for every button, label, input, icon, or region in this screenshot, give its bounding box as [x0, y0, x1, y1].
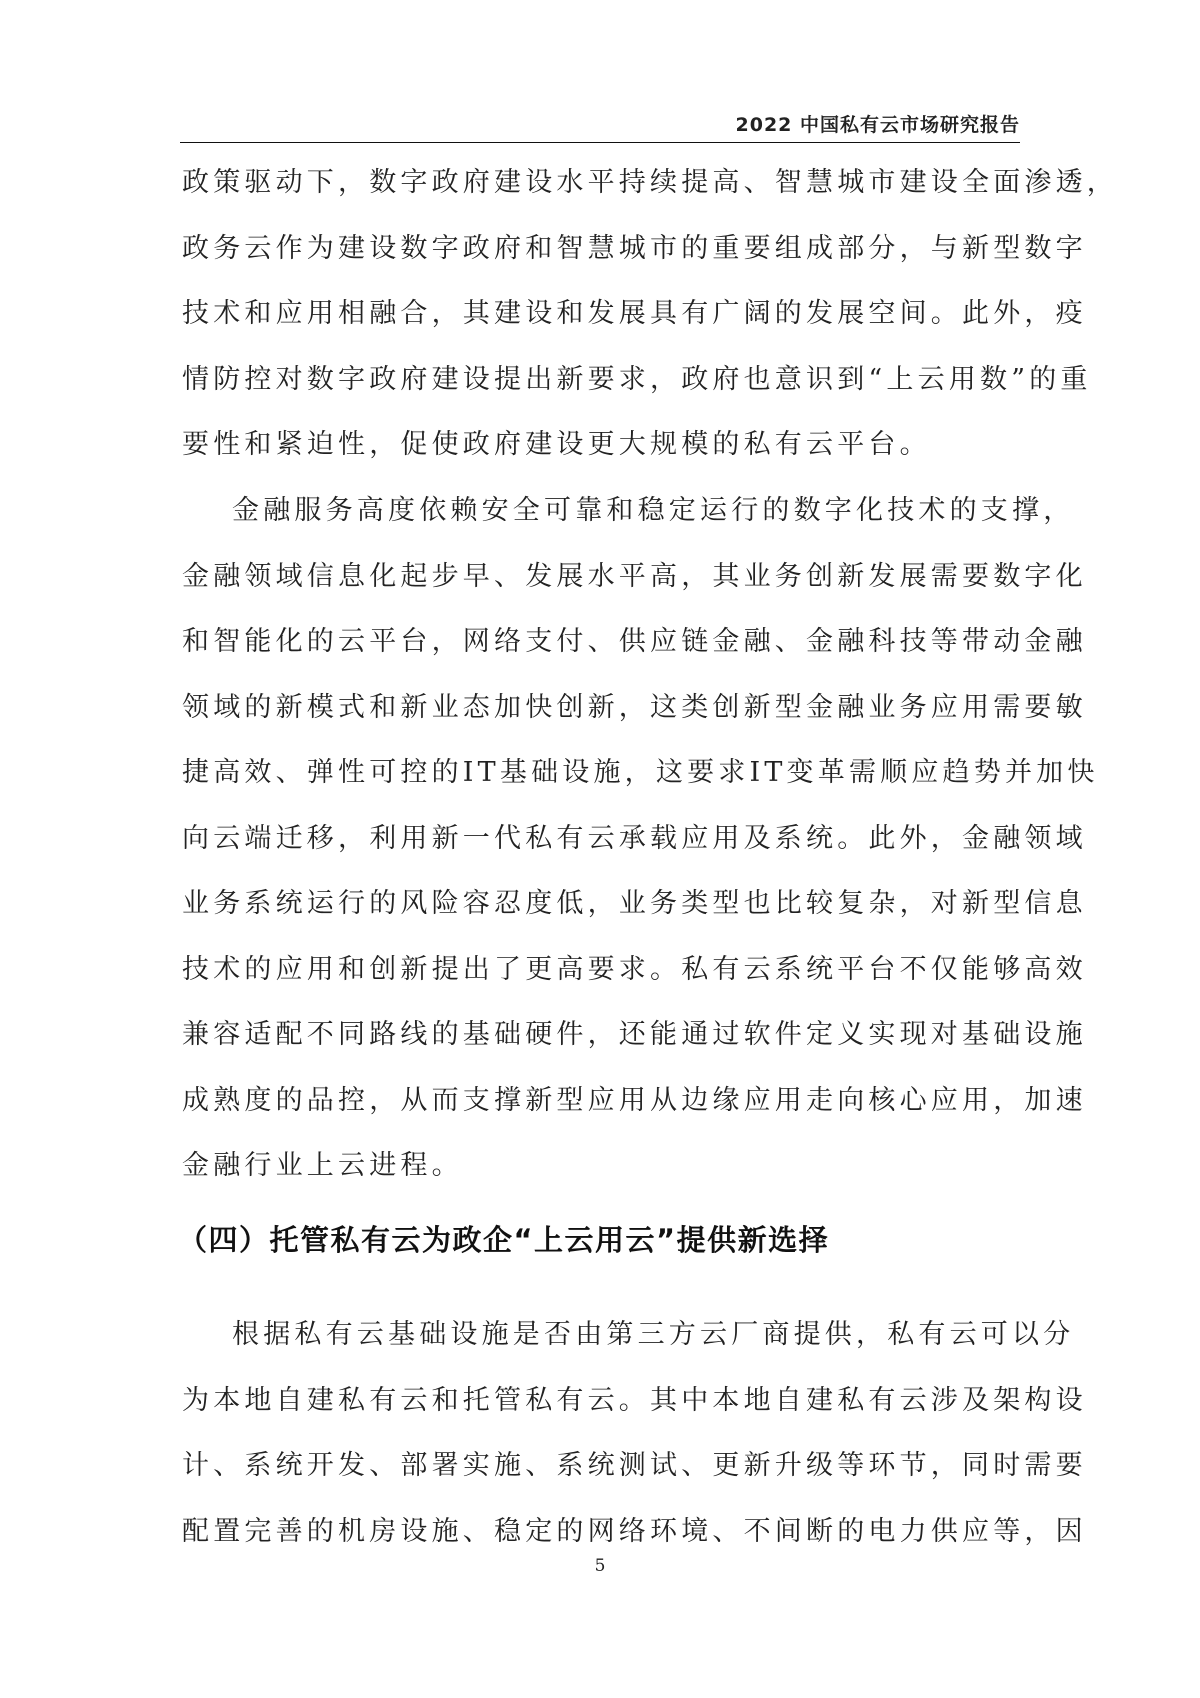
- text-line: 金融行业上云进程。: [182, 1150, 463, 1181]
- paragraph-government-cloud: [182, 150, 1118, 478]
- text-line: 政务云作为建设数字政府和智慧城市的重要组成部分，与新型数字: [182, 232, 1087, 264]
- paragraph-finance-cloud: [182, 478, 1099, 1199]
- text-line: 和智能化的云平台，网络支付、供应链金融、金融科技等带动金融: [182, 626, 1087, 657]
- text-line: 成熟度的品控，从而支撑新型应用从边缘应用走向核心应用，加速: [182, 1084, 1087, 1116]
- text-line: 技术和应用相融合，其建设和发展具有广阔的发展空间。此外，疫: [182, 298, 1087, 329]
- text-line: 领域的新模式和新业态加快创新，这类创新型金融业务应用需要敏: [182, 691, 1087, 723]
- text-line: 为本地自建私有云和托管私有云。其中本地自建私有云涉及架构设: [182, 1384, 1087, 1416]
- text-line: 计、系统开发、部署实施、系统测试、更新升级等环节，同时需要: [182, 1450, 1087, 1481]
- paragraph-hosted-private-cloud: [182, 1302, 1087, 1564]
- text-line: 政策驱动下，数字政府建设水平持续提高、智慧城市建设全面渗透，: [182, 167, 1118, 198]
- text-line: 金融服务高度依赖安全可靠和稳定运行的数字化技术的支撑，: [232, 495, 1075, 526]
- text-line: 要性和紧迫性，促使政府建设更大规模的私有云平台。: [182, 429, 931, 460]
- text-line: 业务系统运行的风险容忍度低，业务类型也比较复杂，对新型信息: [182, 888, 1087, 919]
- text-line: 情防控对数字政府建设提出新要求，政府也意识到“上云用数”的重: [182, 363, 1092, 395]
- page-number-text: 5: [594, 1556, 606, 1576]
- page-number: [0, 1556, 1200, 1576]
- text-line: 向云端迁移，利用新一代私有云承载应用及系统。此外，金融领域: [182, 822, 1087, 854]
- text-line: 技术的应用和创新提出了更高要求。私有云系统平台不仅能够高效: [182, 953, 1087, 985]
- text-line: 兼容适配不同路线的基础硬件，还能通过软件定义实现对基础设施: [182, 1019, 1087, 1050]
- text-line: 金融领域信息化起步早、发展水平高，其业务创新发展需要数字化: [182, 560, 1087, 592]
- text-line: 捷高效、弹性可控的IT基础设施，这要求IT变革需顺应趋势并加快: [182, 757, 1099, 788]
- section-heading-text: （四）托管私有云为政企“上云用云”提供新选择: [178, 1223, 830, 1257]
- section-heading: [178, 1218, 829, 1259]
- running-header-title: 2022 中国私有云市场研究报告: [735, 114, 1020, 136]
- text-line: 根据私有云基础设施是否由第三方云厂商提供，私有云可以分: [232, 1319, 1075, 1350]
- running-header: [180, 112, 1020, 143]
- text-line: 配置完善的机房设施、稳定的网络环境、不间断的电力供应等，因: [182, 1515, 1087, 1547]
